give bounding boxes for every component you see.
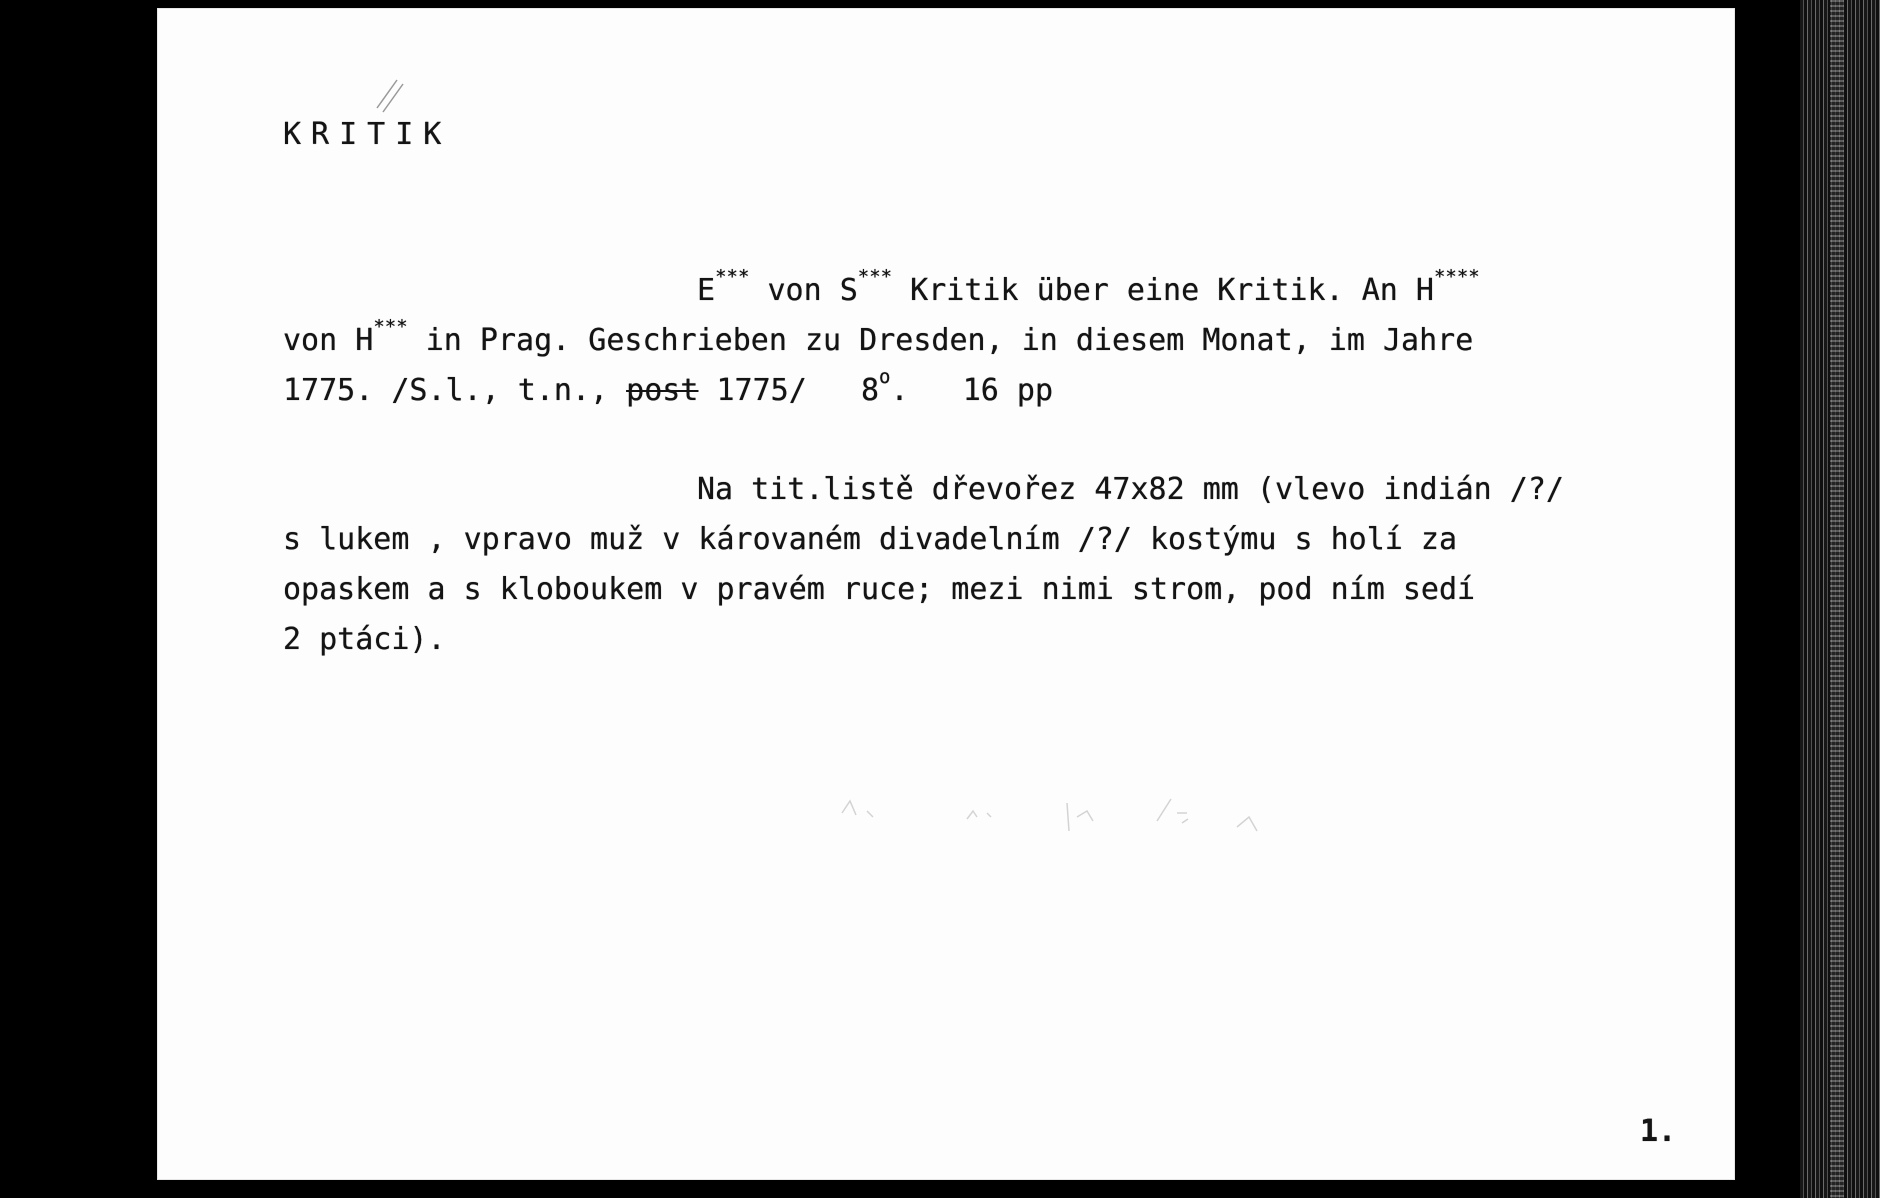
addressee-stars-2: *** bbox=[373, 316, 408, 338]
imprint-text: 1775. /S.l., t.n., bbox=[283, 373, 627, 408]
note-line-2: s lukem , vpravo muž v károvaném divadelním /?/ kostýmu s holí za bbox=[283, 522, 1457, 557]
format-superscript: o bbox=[879, 366, 891, 388]
card-heading: KRITIK bbox=[283, 117, 452, 152]
addressee-stars: **** bbox=[1433, 266, 1480, 288]
note-line-4: 2 ptáci). bbox=[283, 622, 446, 657]
entry-line-3 bbox=[283, 366, 1054, 408]
author-initial: E bbox=[697, 273, 716, 308]
imprint-year-format: 1775/ 8 bbox=[698, 373, 880, 408]
author-stars: *** bbox=[715, 266, 750, 288]
struck-word: post bbox=[626, 373, 699, 408]
addressee-prefix: von H bbox=[283, 323, 374, 358]
entry-line-1 bbox=[697, 266, 1480, 308]
entry-line-2 bbox=[283, 316, 1474, 358]
surname-stars: *** bbox=[857, 266, 893, 288]
note-line-3: opaskem a s kloboukem v pravém ruce; mezi nimi strom, pod ním sedí bbox=[283, 572, 1476, 607]
film-perforation-strip bbox=[1830, 0, 1844, 1198]
faint-ghost-text bbox=[837, 783, 1287, 843]
film-edge bbox=[1800, 0, 1880, 1198]
author-surname-prefix: von S bbox=[749, 273, 858, 308]
title-continuation: in Prag. Geschrieben zu Dresden, in diesem Monat, im Jahre bbox=[407, 323, 1474, 358]
pencil-mark bbox=[369, 68, 409, 118]
page-count: . 16 pp bbox=[890, 373, 1054, 408]
title-text: Kritik über eine Kritik. An H bbox=[892, 273, 1434, 308]
note-line-1: Na tit.listě dřevořez 47x82 mm (vlevo indián /?/ bbox=[697, 472, 1564, 507]
card-page-number: 1. bbox=[1640, 1114, 1677, 1149]
